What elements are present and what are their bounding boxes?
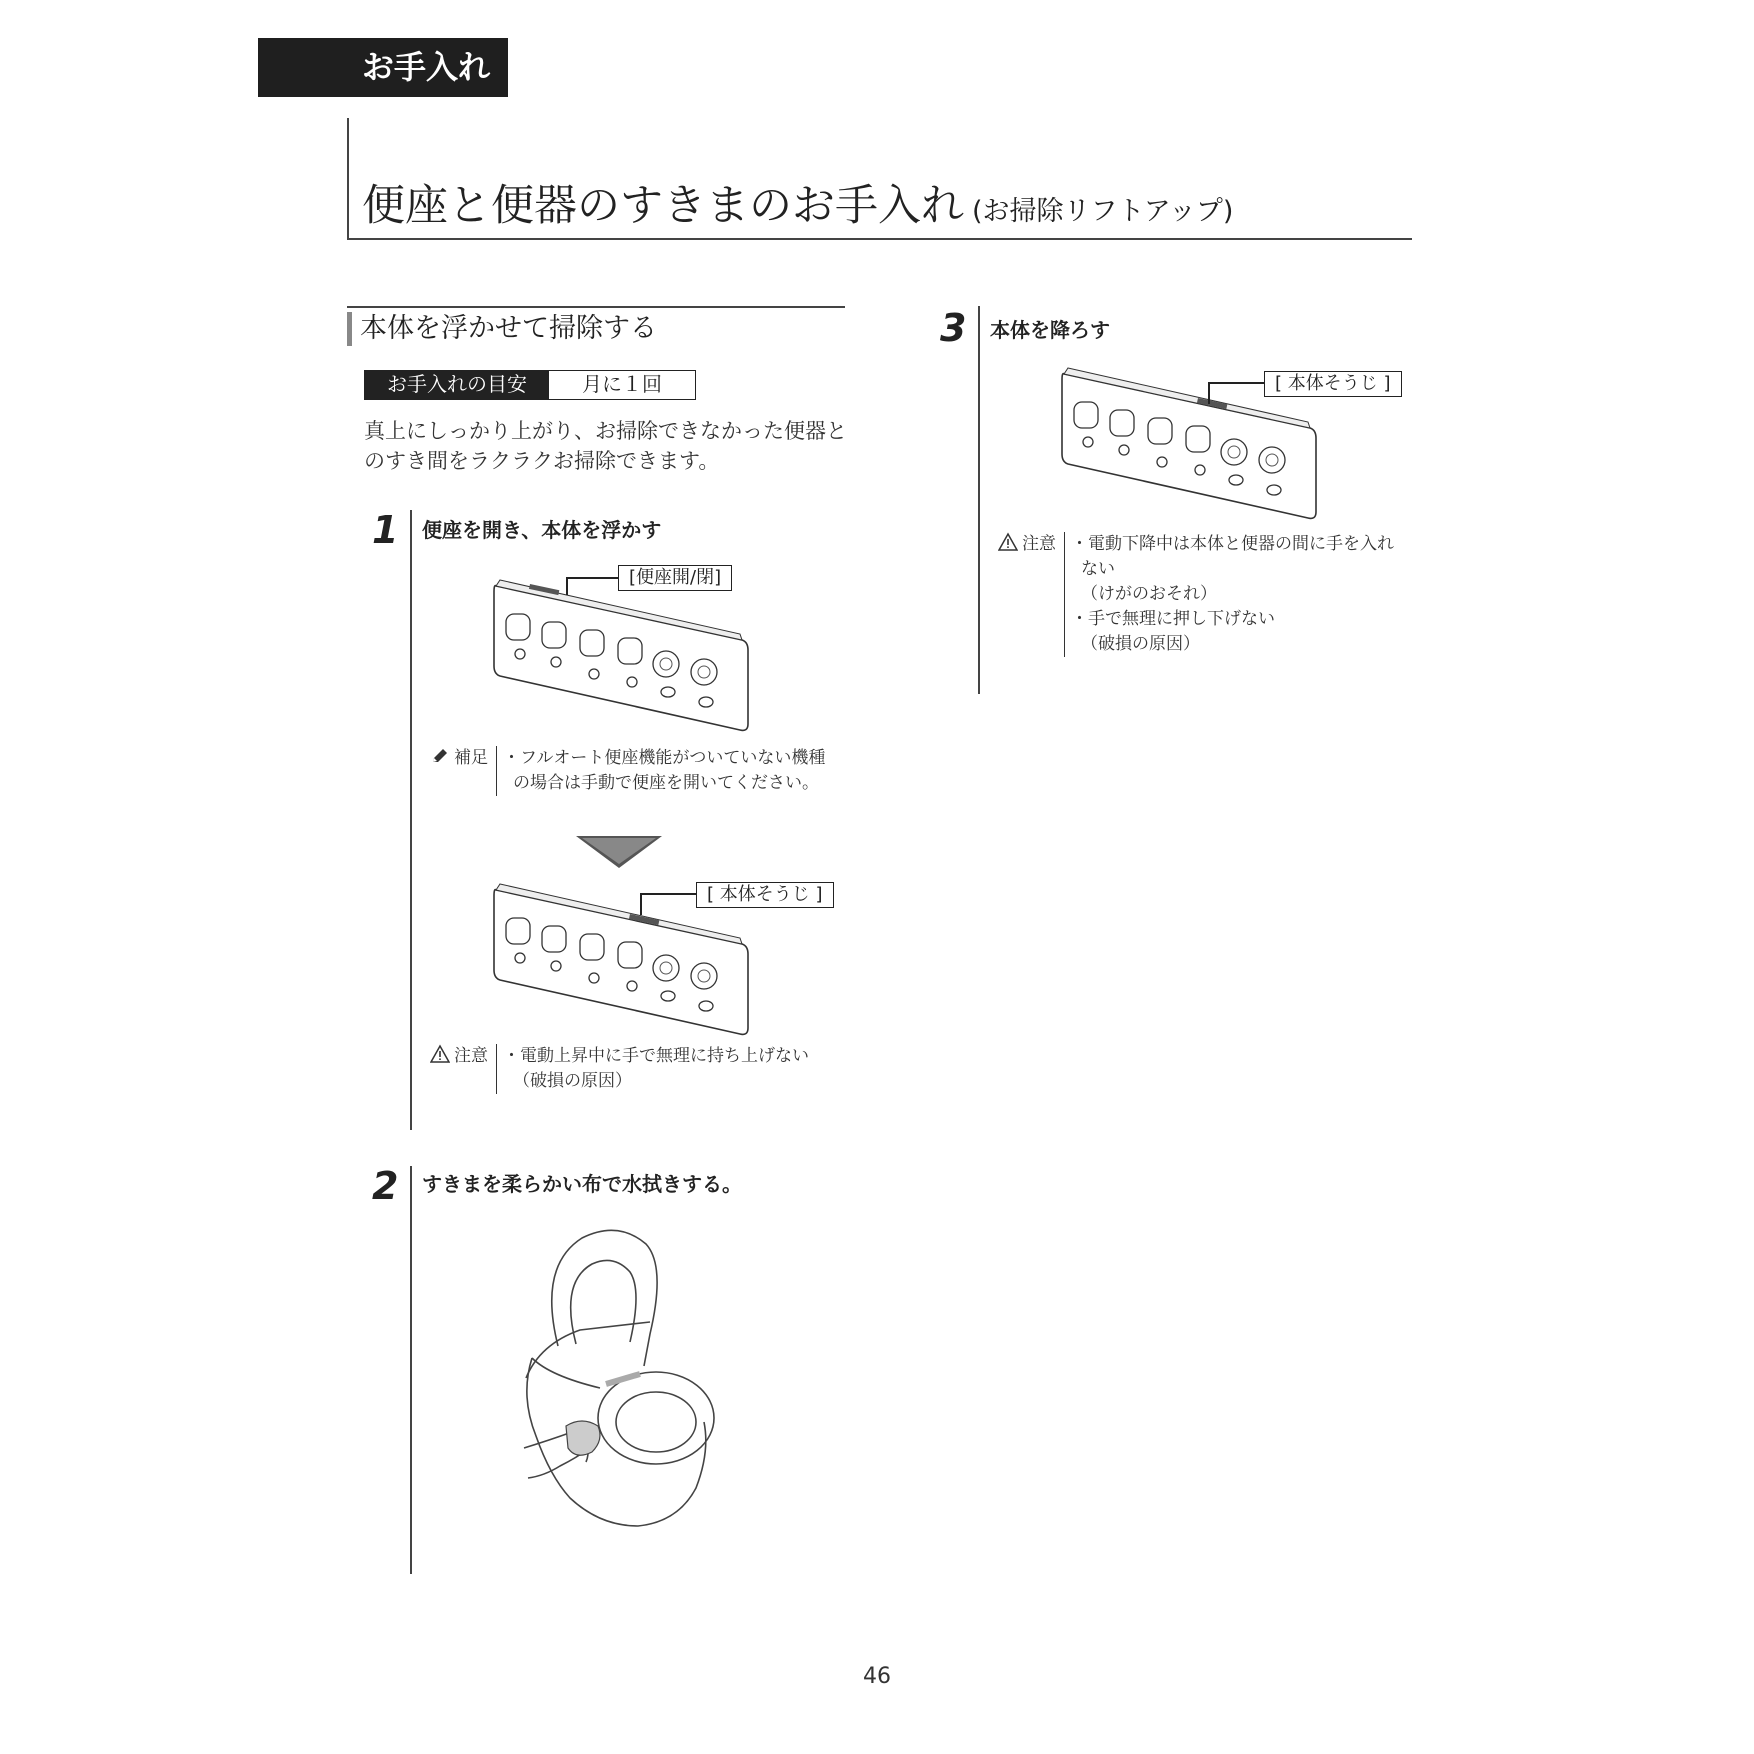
warning-triangle-icon: [430, 1044, 450, 1064]
toilet-wiping-illustration: [510, 1226, 720, 1532]
page-title: [362, 178, 1233, 240]
page-number: 46: [863, 1664, 891, 1689]
callout-leader-h: [566, 577, 618, 579]
supplement-line: の場合は手動で便座を開いてください。: [513, 773, 819, 793]
subsection-heading: 本体を浮かせて掃除する: [360, 313, 657, 344]
supplement-line: ・フルオート便座機能がついていない機種: [503, 748, 826, 768]
caution-tag-label: 注意: [454, 1046, 488, 1066]
remote-panel-illustration-1: [490, 576, 750, 736]
section-tab: お手入れ: [258, 38, 508, 97]
caution-line: （けがのおそれ）: [1081, 584, 1217, 604]
callout-leader-h: [1208, 382, 1264, 384]
frequency-value: 月に１回: [582, 372, 662, 396]
step-3-rule: [978, 306, 980, 694]
title-vertical-rule: [347, 118, 349, 240]
caution-tag-label: 注意: [1022, 534, 1056, 554]
step-2-number: 2: [372, 1164, 399, 1208]
caution-line: ない: [1081, 559, 1115, 579]
pencil-icon: [430, 746, 450, 766]
callout-body-cleaning: [ 本体そうじ ]: [696, 882, 834, 908]
caution-note-step1: [430, 1044, 809, 1094]
caution-tag: [430, 1044, 496, 1094]
warning-triangle-icon: [998, 532, 1018, 552]
subsection-marker: [347, 312, 352, 346]
intro-text: 真上にしっかり上がり、お掃除できなかった便器とのすき間をラクラクお掃除できます。: [364, 419, 847, 473]
page-title-main: 便座と便器のすきまのお手入れ: [362, 181, 964, 231]
caution-line: （破損の原因）: [513, 1071, 632, 1091]
caution-tag: [998, 532, 1064, 657]
step-3-text: 本体を降ろす: [990, 318, 1110, 342]
callout-leader-v: [566, 577, 568, 595]
caution-line: ・電動上昇中に手で無理に持ち上げない: [503, 1046, 809, 1066]
caution-note-step3: [998, 532, 1394, 657]
frequency-box: [364, 370, 696, 400]
subsection-rule: [347, 306, 845, 308]
down-arrow-icon: [576, 836, 662, 870]
step-2-text: すきまを柔らかい布で水拭きする。: [422, 1172, 742, 1196]
step-1-text: 便座を開き、本体を浮かす: [422, 518, 662, 542]
step-3-number: 3: [940, 306, 967, 350]
step-1-rule: [410, 510, 412, 1130]
callout-leader-v: [640, 893, 642, 915]
page-title-sub: (お掃除リフトアップ): [972, 196, 1234, 227]
step-1-number: 1: [372, 508, 399, 552]
supplement-tag: [430, 746, 496, 796]
callout-seat-open-close: [便座開/閉]: [618, 565, 732, 591]
callout-leader-v: [1208, 382, 1210, 404]
caution-line: （破損の原因）: [1081, 634, 1200, 654]
caution-line: ・電動下降中は本体と便器の間に手を入れ: [1071, 534, 1394, 554]
callout-leader-h: [640, 893, 696, 895]
supplement-tag-label: 補足: [454, 748, 488, 768]
caution-line: ・手で無理に押し下げない: [1071, 609, 1275, 629]
step-2-rule: [410, 1166, 412, 1574]
supplement-note: [430, 746, 825, 796]
callout-body-cleaning: [ 本体そうじ ]: [1264, 371, 1402, 397]
frequency-label: お手入れの目安: [365, 371, 549, 399]
